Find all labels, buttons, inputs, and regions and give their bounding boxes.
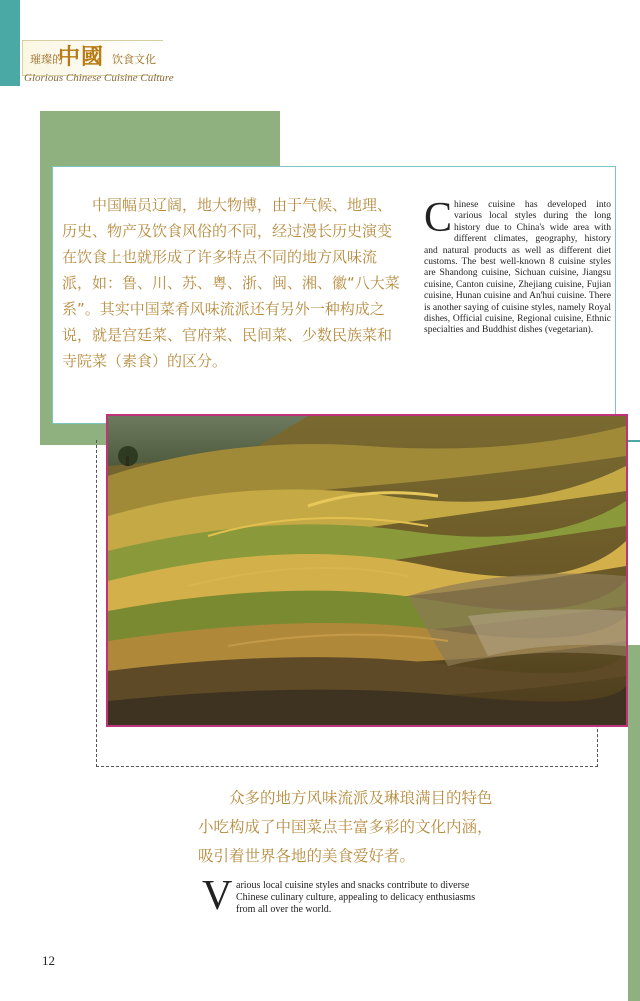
brand-prefix: 璀璨的 [30, 53, 63, 66]
terraced-fields-photo [106, 414, 628, 727]
caption-chinese: 众多的地方风味流派及琳琅满目的特色小吃构成了中国菜点丰富多彩的文化内涵，吸引着世界各地的美食爱好者。 [198, 789, 493, 865]
brand-english-subtitle: Glorious Chinese Cuisine Culture [24, 72, 174, 84]
caption-english: arious local cuisine styles and snacks contribute to diverse Chinese culinary culture, appealing to delicacy enthusiasms from all over the world. [236, 880, 476, 915]
brand-title: 中國 [58, 44, 105, 70]
caption-drop-cap: V [202, 873, 233, 919]
top-teal-bar [0, 0, 20, 86]
intro-chinese-paragraph: 中国幅员辽阔，地大物博，由于气候、地理、历史、物产及饮食风俗的不同，经过漫长历史演变在饮食上也就形成了许多特点不同的地方风味流派，如：鲁、川、苏、粤、浙、闽、湘、徽“八大菜系”。其实中国菜肴风味流派还有另外一种构成之说，就是宫廷菜、官府菜、民间菜、少数民族菜和寺院菜（素食）的区分。 [62, 196, 400, 370]
teal-accent-line [628, 440, 640, 442]
page-number: 12 [42, 953, 55, 968]
brand-suffix: 饮食文化 [112, 53, 156, 66]
right-green-bar [628, 645, 640, 1001]
intro-english-text: hinese cuisine has developed into various local styles during the long history due to China's wide area with different climates, geography, history and natural products as well as different diet customs. The best well-known 8 cuisine styles are Shandong cuisine, Sichuan cuisine, Jiangsu cuisine, Canton cuisine, Zhejiang cuisine, Fujian cuisine, Hunan cuisine and An'hui cuisine. There is another saying of cuisine styles, namely Royal dishes, Official cuisine, Regional cuisine, Ethnic specialties and Buddhist dishes (vegetarian). [424, 200, 611, 336]
intro-english-paragraph [424, 195, 611, 337]
intro-drop-cap: C [424, 195, 453, 241]
terraced-fields-image [108, 416, 626, 725]
